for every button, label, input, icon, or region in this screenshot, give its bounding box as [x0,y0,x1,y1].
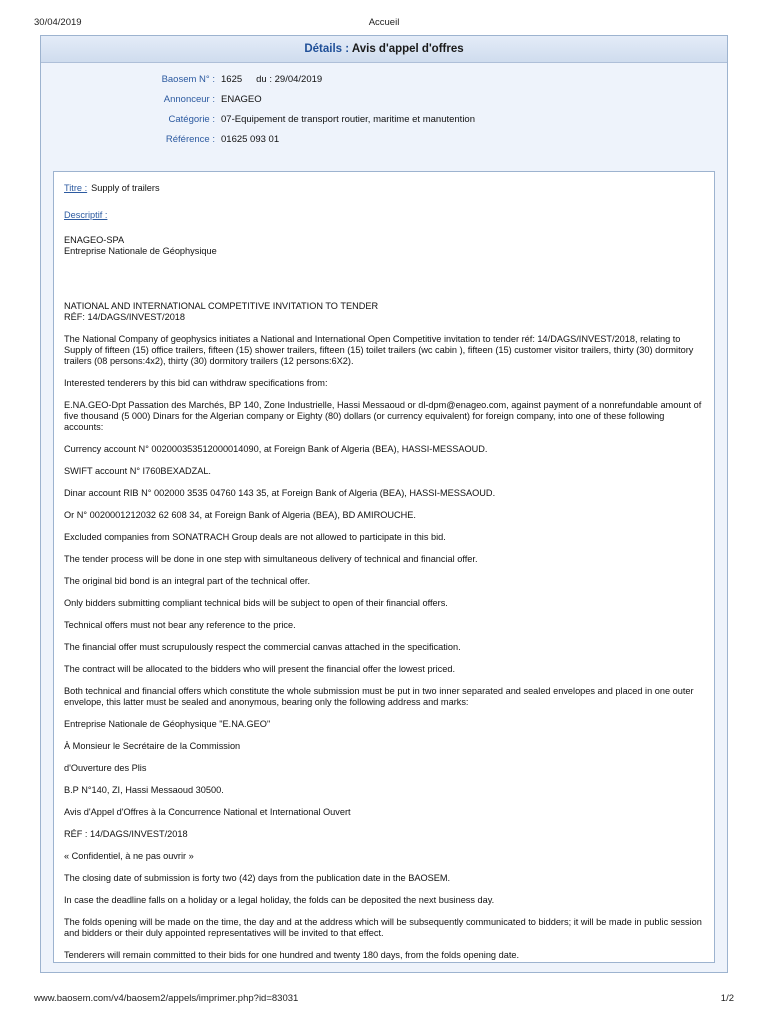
description-paragraph: Currency account N° 0020003535120000140​90, at Foreign Bank of Algeria (BEA), HASSI-MESSAOUD. [64,444,488,454]
description-paragraph: Avis d'Appel d'Offres à la Concurrence National et International Ouvert [64,807,351,817]
description-paragraph: Or N° 0020001212032 62 608 34, at Foreign Bank of Algeria (BEA), BD AMIROUCHE. [64,510,416,520]
description-paragraph: E.NA.GEO-Dpt Passation des Marchés, BP 140, Zone Industrielle, Hassi Messaoud or dl-dpm@enageo.com, against payment of a nonrefundable amount of five thousand (5 000) Dinars for the Algerian company or Eighty (80) dollars (or currency equivalent) for foreign company, into one of these following accounts: [64,400,702,432]
description-paragraph: À Monsieur le Secrétaire de la Commission [64,741,241,751]
meta-row-categorie [41,110,727,130]
print-url: www.baosem.com/v4/baosem2/appels/imprimer.php?id=83031 [34,993,299,1004]
description-paragraph: Excluded companies from SONATRACH Group deals are not allowed to participate in this bid. [64,532,446,542]
details-heading: Avis d'appel d'offres [351,43,464,55]
invitation-ref: RÉF: 14/DAGS/INVEST/2018 [64,312,186,322]
description-paragraph: The closing date of submission is forty two (42) days from the publication date in the BAOSEM. [64,873,451,883]
description-paragraph: The folds opening will be made on the time, the day and at the address which will be subsequently communicated to bidders; it will be made in public session and bidders or their duly appointed representatives will be invited to that effect. [64,917,702,938]
description-paragraph: Technical offers must not bear any reference to the price. [64,620,296,630]
print-page-title: Accueil [368,17,400,28]
description-paragraph: d'Ouverture des Plis [64,763,147,773]
details-panel [40,35,728,973]
baosem-date: du : 29/04/2019 [256,74,323,85]
content-box [53,171,715,963]
description-paragraph: Entreprise Nationale de Géophysique "E.NA.GEO" [64,719,271,729]
categorie-label: Catégorie : [168,114,215,125]
annonceur-value: ENAGEO [221,94,262,105]
print-page-number: 1/2 [720,993,734,1004]
invitation-title: NATIONAL AND INTERNATIONAL COMPETITIVE INVITATION TO TENDER [64,301,379,311]
description-paragraph: RÉF : 14/DAGS/INVEST/2018 [64,829,188,839]
print-date: 30/04/2019 [34,17,82,28]
meta-row-annonceur [41,90,727,110]
titre-label: Titre : [64,183,88,193]
titre-value: Supply of trailers [91,183,160,193]
meta-row-baosem [41,70,727,90]
org-name: ENAGEO-SPA [64,235,125,245]
description-paragraph: The tender process will be done in one step with simultaneous delivery of technical and financial offer. [64,554,478,564]
invitation-heading [64,301,704,323]
categorie-value: 07-Equipement de transport routier, maritime et manutention [221,114,475,125]
descriptif-line [64,210,704,221]
meta-row-reference [41,130,727,150]
reference-label: Référence : [165,134,215,145]
baosem-label: Baosem N° : [161,74,215,85]
description-paragraph: Only bidders submitting compliant technical bids will be subject to open of their financial offers. [64,598,448,608]
description-paragraph: Interested tenderers by this bid can withdraw specifications from: [64,378,328,388]
print-footer [34,993,734,1007]
description-paragraph: Dinar account RIB N° 002000 3535 04760 143 35, at Foreign Bank of Algeria (BEA), HASSI-MESSAOUD. [64,488,496,498]
meta-block [41,70,727,150]
titre-line [64,183,704,194]
description-paragraph: The National Company of geophysics initiates a National and International Open Competitive invitation to tender réf: 14/DAGS/INVEST/2018, relating to Supply of fifteen (15) office trailers, fifteen (15) shower trailers, fifteen (15) toilet trailers (wc cabin ), fifteen (15) customer visitor trailers, thirty (30) dormitory trailers (08 persons:4x2), thirty (30) dormitory trailers (12 persons:6X2). [64,334,694,366]
print-header [34,17,734,31]
descriptif-label: Descriptif : [64,210,108,220]
baosem-value [221,70,322,90]
description-paragraph: Tenderers will remain committed to their bids for one hundred and twenty 180 days, from the folds opening date. [64,950,520,960]
org-full-name: Entreprise Nationale de Géophysique [64,246,217,256]
description-paragraph: Both technical and financial offers which constitute the whole submission must be put in two inner separated and sealed envelopes and placed in one outer envelope, this latter must be sealed and anonymous, bearing only the following address and marks: [64,686,694,707]
annonceur-label: Annonceur : [163,94,215,105]
reference-value: 01625 093 01 [221,134,280,145]
description-paragraph: The original bid bond is an integral part of the technical offer. [64,576,311,586]
details-header [41,36,727,63]
paragraph-list [64,334,704,961]
description-paragraph: SWIFT account N° I760BEXADZAL. [64,466,211,476]
description-paragraph: B.P N°140, ZI, Hassi Messaoud 30500. [64,785,224,795]
details-label: Détails : [304,43,350,55]
baosem-number: 1625 [221,74,243,85]
description-paragraph: The contract will be allocated to the bidders who will present the financial offer the lowest priced. [64,664,456,674]
description-paragraph: In case the deadline falls on a holiday or a legal holiday, the folds can be deposited the next business day. [64,895,495,905]
description-paragraph: « Confidentiel, à ne pas ouvrir » [64,851,194,861]
organisation-block [64,235,704,257]
description-paragraph: The financial offer must scrupulously respect the commercial canvas attached in the specification. [64,642,461,652]
